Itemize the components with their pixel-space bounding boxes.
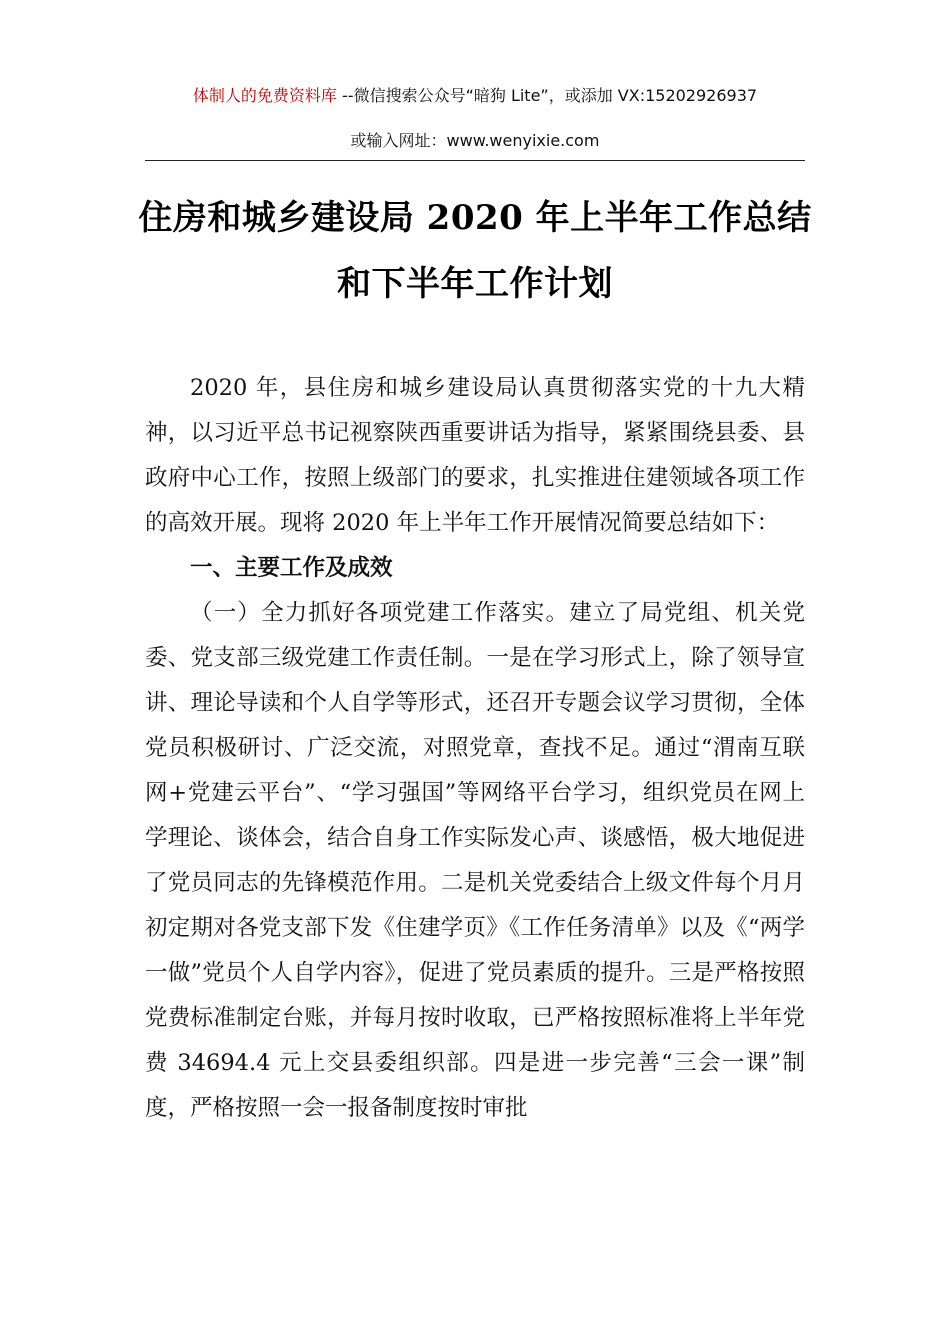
header-divider [145,160,805,161]
intro-paragraph: 2020 年，县住房和城乡建设局认真贯彻落实党的十九大精神，以习近平总书记视察陕西重要讲话为指导，紧紧围绕县委、县政府中心工作，按照上级部门的要求，扎实推进住建领域各项工作的高效开展。现将 2020 年上半年工作开展情况简要总结如下： [145,375,805,536]
promo-header [0,84,950,108]
promo-brand: 体制人的免费资料库 [192,86,337,105]
document-body [145,366,805,1131]
document-title-line-1: 住房和城乡建设局 2020 年上半年工作总结 [138,198,812,238]
section-heading: 一、主要工作及成效 [190,555,393,581]
promo-website: 或输入网址：www.wenyixie.com [350,131,600,150]
section-paragraph: （一）全力抓好各项党建工作落实。建立了局党组、机关党委、党支部三级党建工作责任制。一是在学习形式上，除了领导宣讲、理论导读和个人自学等形式，还召开专题会议学习贯彻，全体党员积极研讨、广泛交流，对照党章，查找不足。通过“渭南互联网+党建云平台”、“学习强国”等网络平台学习，组织党员在网上学理论、谈体会，结合自身工作实际发心声、谈感悟，极大地促进了党员同志的先锋模范作用。二是机关党委结合上级文件每个月月初定期对各党支部下发《住建学页》《工作任务清单》以及《“两学一做”党员个人自学内容》，促进了党员素质的提升。三是严格按照党费标准制定台账，并每月按时收取，已严格按照标准将上半年党费 34694.4 元上交县委组织部。四是进一步完善“三会一课”制度，严格按照一会一报备制度按时审批 [145,600,805,1121]
document-title-line-2: 和下半年工作计划 [337,264,613,304]
promo-contact: --微信搜索公众号“暗狗 Lite”，或添加 VX:15202926937 [342,86,758,105]
